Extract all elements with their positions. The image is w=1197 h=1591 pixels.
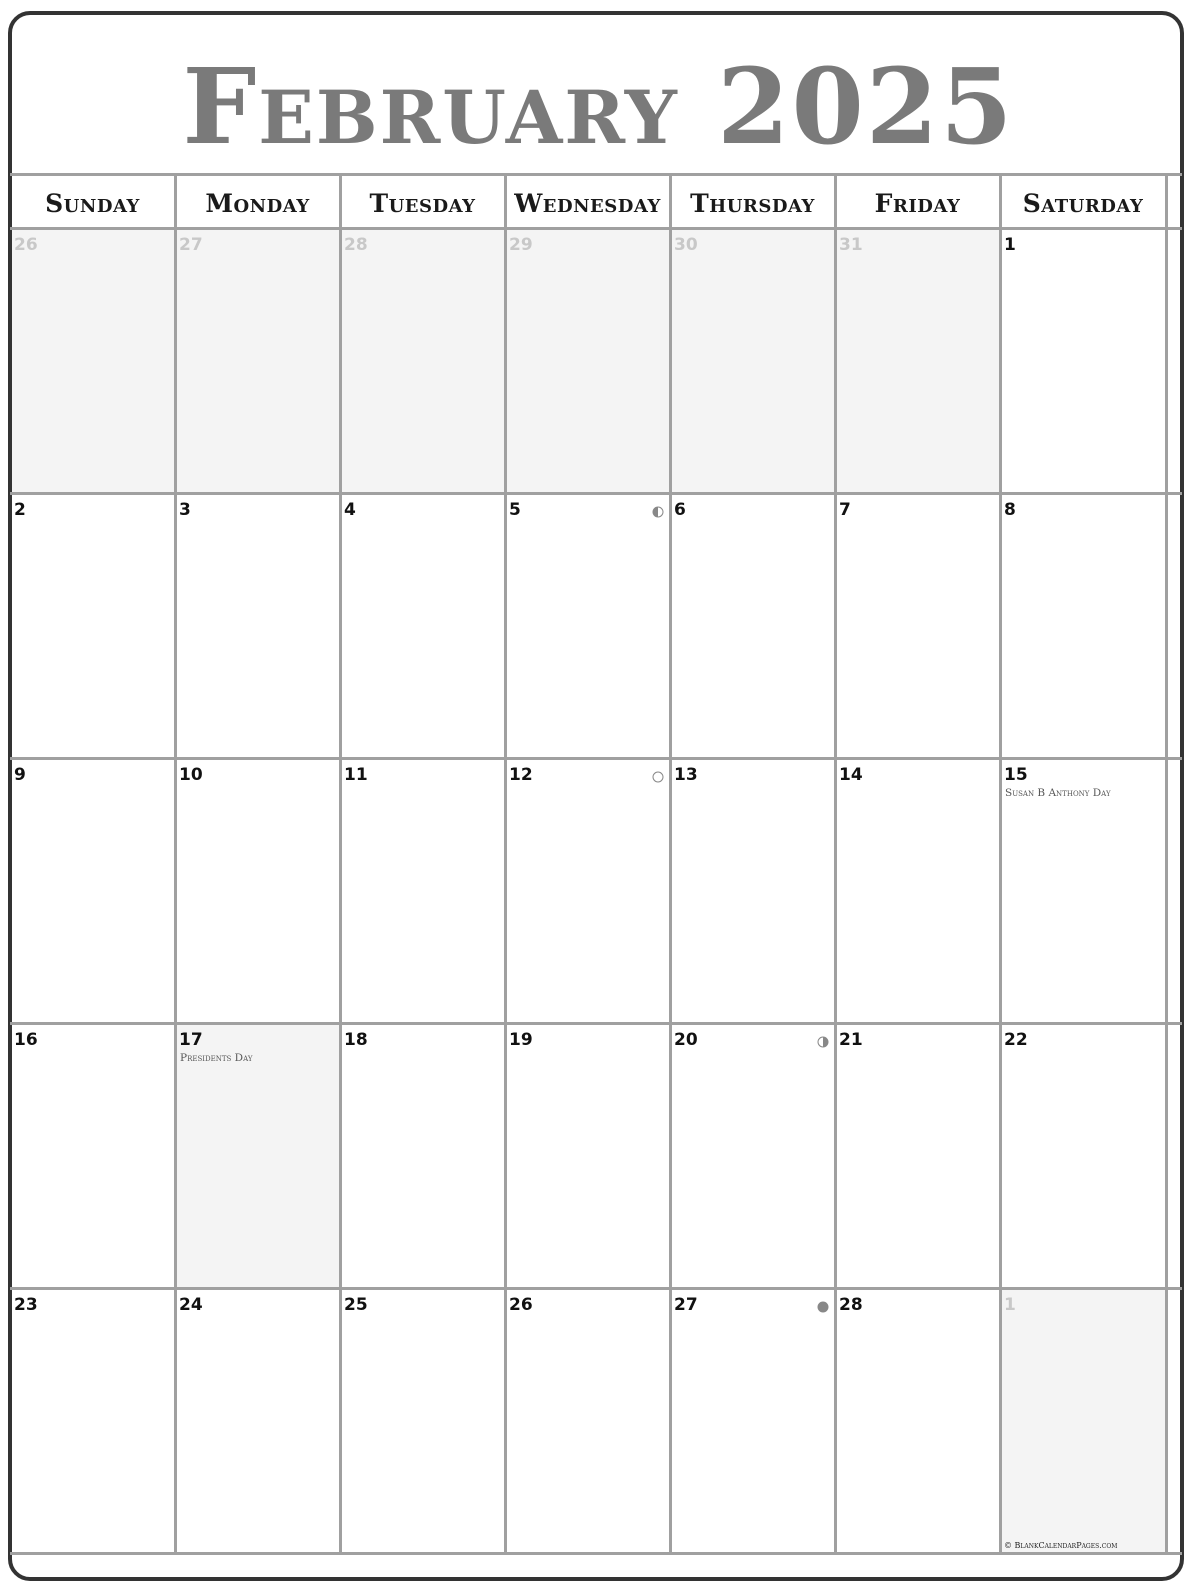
day-number: 25 (344, 1295, 368, 1315)
day-number: 21 (839, 1030, 863, 1050)
day-cell[interactable] (672, 1024, 835, 1287)
day-cell[interactable] (342, 1024, 505, 1287)
day-cell[interactable] (507, 1289, 670, 1552)
last-quarter-moon-icon (817, 1036, 829, 1048)
grid-row-divider (10, 1287, 1182, 1290)
day-cell[interactable] (342, 759, 505, 1022)
day-number: 4 (344, 500, 356, 520)
day-number: 27 (179, 235, 203, 255)
grid-row-divider (10, 227, 1182, 230)
day-number: 27 (674, 1295, 698, 1315)
day-number: 20 (674, 1030, 698, 1050)
grid-column-divider (999, 173, 1002, 1552)
day-number: 15 (1004, 765, 1028, 785)
full-moon-icon (652, 771, 664, 783)
day-cell[interactable] (342, 494, 505, 757)
grid-column-divider (834, 173, 837, 1552)
day-number: 16 (14, 1030, 38, 1050)
day-number: 1 (1004, 235, 1016, 255)
day-number: 29 (509, 235, 533, 255)
grid-column-divider (669, 173, 672, 1552)
day-cell[interactable] (1002, 1024, 1166, 1287)
weekday-header-sunday: Sunday (45, 189, 140, 218)
day-cell[interactable] (1002, 229, 1166, 492)
day-number: 2 (14, 500, 26, 520)
day-number: 26 (509, 1295, 533, 1315)
day-cell[interactable] (837, 1289, 1000, 1552)
weekday-header-friday: Friday (874, 189, 961, 218)
day-number: 18 (344, 1030, 368, 1050)
day-cell[interactable] (672, 494, 835, 757)
day-number: 23 (14, 1295, 38, 1315)
day-cell[interactable] (837, 229, 1000, 492)
weekday-header-saturday: Saturday (1022, 189, 1144, 218)
day-number: 24 (179, 1295, 203, 1315)
day-cell[interactable] (12, 229, 175, 492)
first-quarter-moon-icon (652, 506, 664, 518)
day-number: 28 (839, 1295, 863, 1315)
day-cell[interactable] (177, 759, 340, 1022)
holiday-label: Presidents Day (180, 1052, 253, 1064)
credit-text: © BlankCalendarPages.com (1004, 1541, 1118, 1550)
day-cell[interactable] (177, 1289, 340, 1552)
day-number: 1 (1004, 1295, 1016, 1315)
day-cell[interactable] (177, 1024, 340, 1287)
day-cell[interactable] (342, 1289, 505, 1552)
day-cell[interactable] (507, 494, 670, 757)
day-number: 10 (179, 765, 203, 785)
day-number: 26 (14, 235, 38, 255)
grid-column-divider (174, 173, 177, 1552)
day-number: 7 (839, 500, 851, 520)
day-cell[interactable] (177, 494, 340, 757)
day-cell[interactable] (342, 229, 505, 492)
grid-row-divider (10, 173, 1182, 176)
grid-row-divider (10, 1552, 1182, 1555)
weekday-header-monday: Monday (205, 189, 310, 218)
grid-row-divider (10, 1022, 1182, 1025)
day-cell[interactable] (507, 229, 670, 492)
day-cell[interactable] (507, 759, 670, 1022)
holiday-label: Susan B Anthony Day (1005, 787, 1111, 799)
day-cell[interactable] (672, 1289, 835, 1552)
day-number: 12 (509, 765, 533, 785)
weekday-header-wednesday: Wednesday (514, 189, 661, 218)
day-cell[interactable] (12, 1024, 175, 1287)
day-number: 22 (1004, 1030, 1028, 1050)
day-number: 8 (1004, 500, 1016, 520)
weekday-header-tuesday: Tuesday (369, 189, 476, 218)
day-cell[interactable] (672, 759, 835, 1022)
day-number: 6 (674, 500, 686, 520)
day-cell[interactable] (507, 1024, 670, 1287)
day-cell[interactable] (1002, 759, 1166, 1022)
grid-row-divider (10, 492, 1182, 495)
day-cell[interactable] (837, 759, 1000, 1022)
day-number: 14 (839, 765, 863, 785)
calendar-grid (10, 173, 1182, 1576)
day-number: 13 (674, 765, 698, 785)
day-cell[interactable] (177, 229, 340, 492)
new-moon-icon (817, 1301, 829, 1313)
grid-row-divider (10, 757, 1182, 760)
day-number: 19 (509, 1030, 533, 1050)
grid-column-divider (504, 173, 507, 1552)
day-cell[interactable] (837, 1024, 1000, 1287)
day-cell[interactable] (1002, 1289, 1166, 1552)
day-cell[interactable] (1002, 494, 1166, 757)
grid-column-divider (1165, 173, 1168, 1552)
day-number: 3 (179, 500, 191, 520)
day-cell[interactable] (12, 759, 175, 1022)
day-cell[interactable] (12, 1289, 175, 1552)
day-cell[interactable] (837, 494, 1000, 757)
grid-column-divider (339, 173, 342, 1552)
calendar-title: February 2025 (182, 45, 1015, 168)
day-number: 17 (179, 1030, 203, 1050)
day-number: 11 (344, 765, 368, 785)
day-number: 9 (14, 765, 26, 785)
day-cell[interactable] (12, 494, 175, 757)
day-number: 30 (674, 235, 698, 255)
day-number: 28 (344, 235, 368, 255)
weekday-header-thursday: Thursday (690, 189, 815, 218)
day-cell[interactable] (672, 229, 835, 492)
day-number: 31 (839, 235, 863, 255)
day-number: 5 (509, 500, 521, 520)
